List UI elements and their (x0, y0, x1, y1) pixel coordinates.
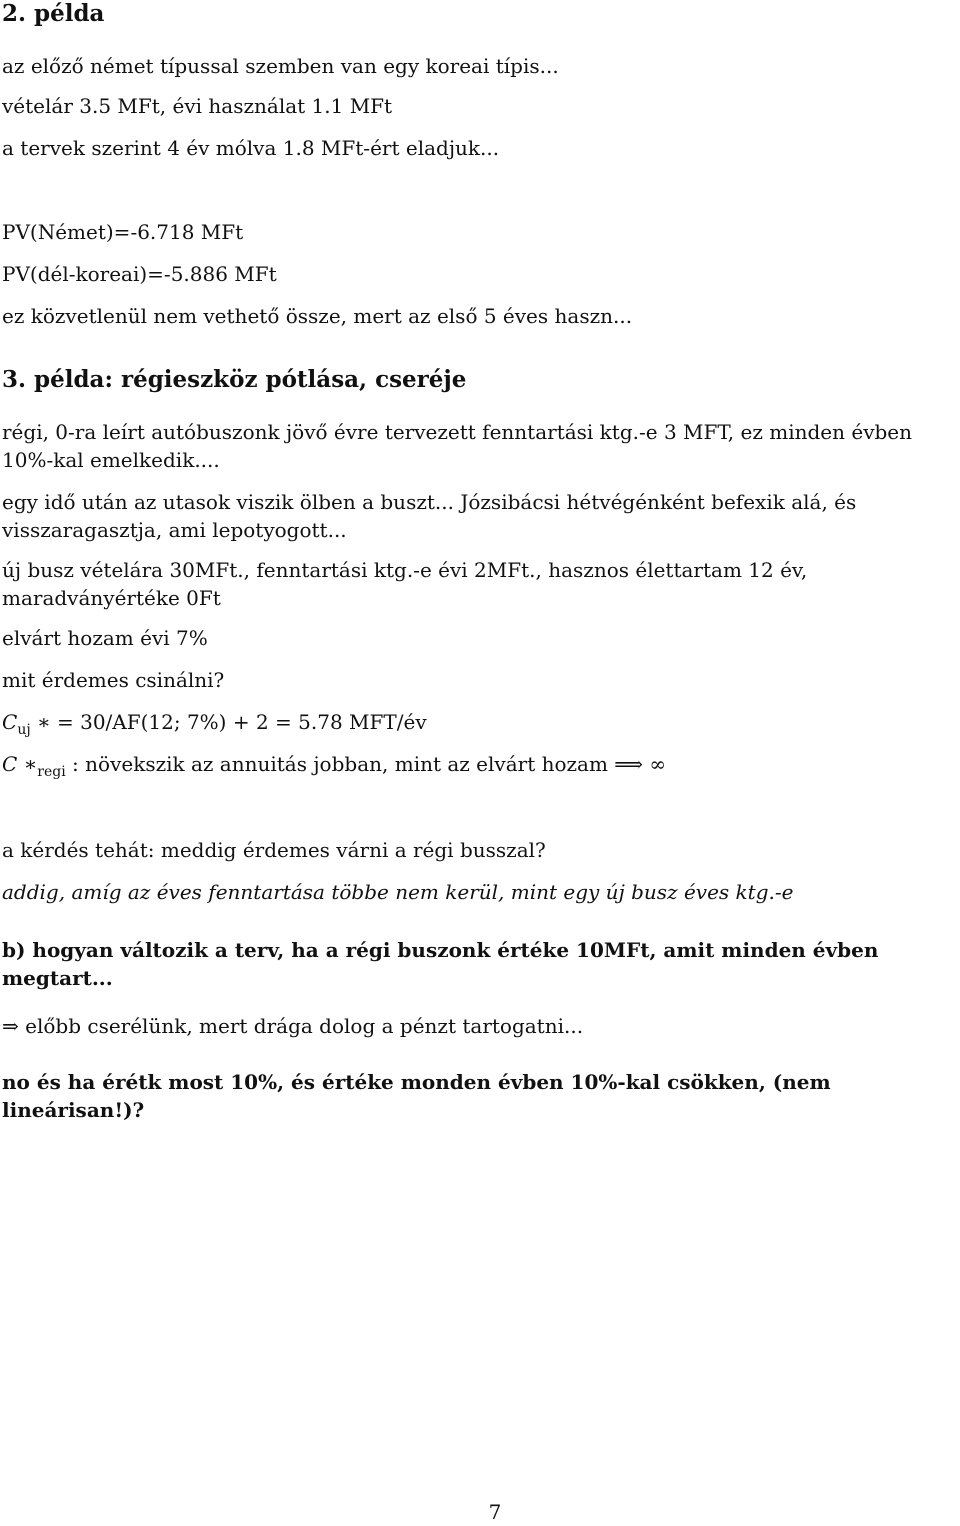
page-number: 7 (488, 1500, 502, 1524)
formula-subscript: regi (37, 764, 66, 780)
answer-italic: addig, amíg az éves fenntartása többe nem kerül, mint egy új busz éves ktg.-e (2, 880, 794, 904)
formula-star: ∗ (23, 752, 38, 776)
implication-text: előbb cserélünk, mert drága dolog a pénzt tartogatni... (25, 1014, 584, 1038)
formula-old-bus (2, 750, 666, 781)
pv-korean: PV(dél-koreai)=-5.886 MFt (2, 262, 277, 286)
example2-heading: 2. példa (2, 0, 105, 27)
expected-return: elvárt hozam évi 7% (2, 626, 208, 650)
example2-line-1: az előző német típussal szemben van egy koreai típis... (2, 54, 559, 78)
example3-paragraph-2: egy idő után az utasok viszik ölben a buszt... Józsibácsi hétvégénként befexik alá, és visszaragasztja, ami lepotyogott... (2, 490, 857, 542)
pv-german: PV(Német)=-6.718 MFt (2, 220, 244, 244)
what-to-do-question: mit érdemes csinálni? (2, 668, 225, 692)
formula-rest: = 30/AF(12; 7%) + 2 = 5.78 MFT/év (56, 710, 427, 734)
key-question: a kérdés tehát: meddig érdemes várni a régi busszal? (2, 838, 546, 862)
final-question: no és ha érétk most 10%, és értéke monden évben 10%-kal csökken, (nem lineárisan!)? (2, 1070, 831, 1122)
implication-line (2, 1012, 583, 1040)
example3-paragraph-1: régi, 0-ra leírt autóbuszonk jövő évre tervezett fenntartási ktg.-e 3 MFT, ez minden évben 10%-kal emelkedik.... (2, 420, 913, 472)
example3-heading: 3. példa: régieszköz pótlása, cseréje (2, 366, 467, 393)
formula-new-bus (2, 708, 427, 739)
formula-star: ∗ (37, 710, 51, 734)
example2-line-2: vételár 3.5 MFt, évi használat 1.1 MFt (2, 94, 393, 118)
part-b-question: b) hogyan változik a terv, ha a régi buszonk értéke 10MFt, amit minden évben megtart... (2, 938, 879, 990)
formula-rest: : növekszik az annuitás jobban, mint az elvárt hozam ⟹ ∞ (72, 752, 666, 776)
implication-arrow-icon: ⇒ (2, 1014, 19, 1038)
formula-symbol: C (2, 752, 18, 776)
formula-symbol: C (2, 710, 18, 734)
example3-paragraph-3: új busz vételára 30MFt., fenntartási ktg.-e évi 2MFt., hasznos élettartam 12 év, maradványértéke 0Ft (2, 558, 808, 610)
example2-line-3: a tervek szerint 4 év mólva 1.8 MFt-ért eladjuk... (2, 136, 500, 160)
comparison-note: ez közvetlenül nem vethető össze, mert az első 5 éves haszn... (2, 304, 633, 328)
formula-subscript: uj (17, 722, 31, 738)
